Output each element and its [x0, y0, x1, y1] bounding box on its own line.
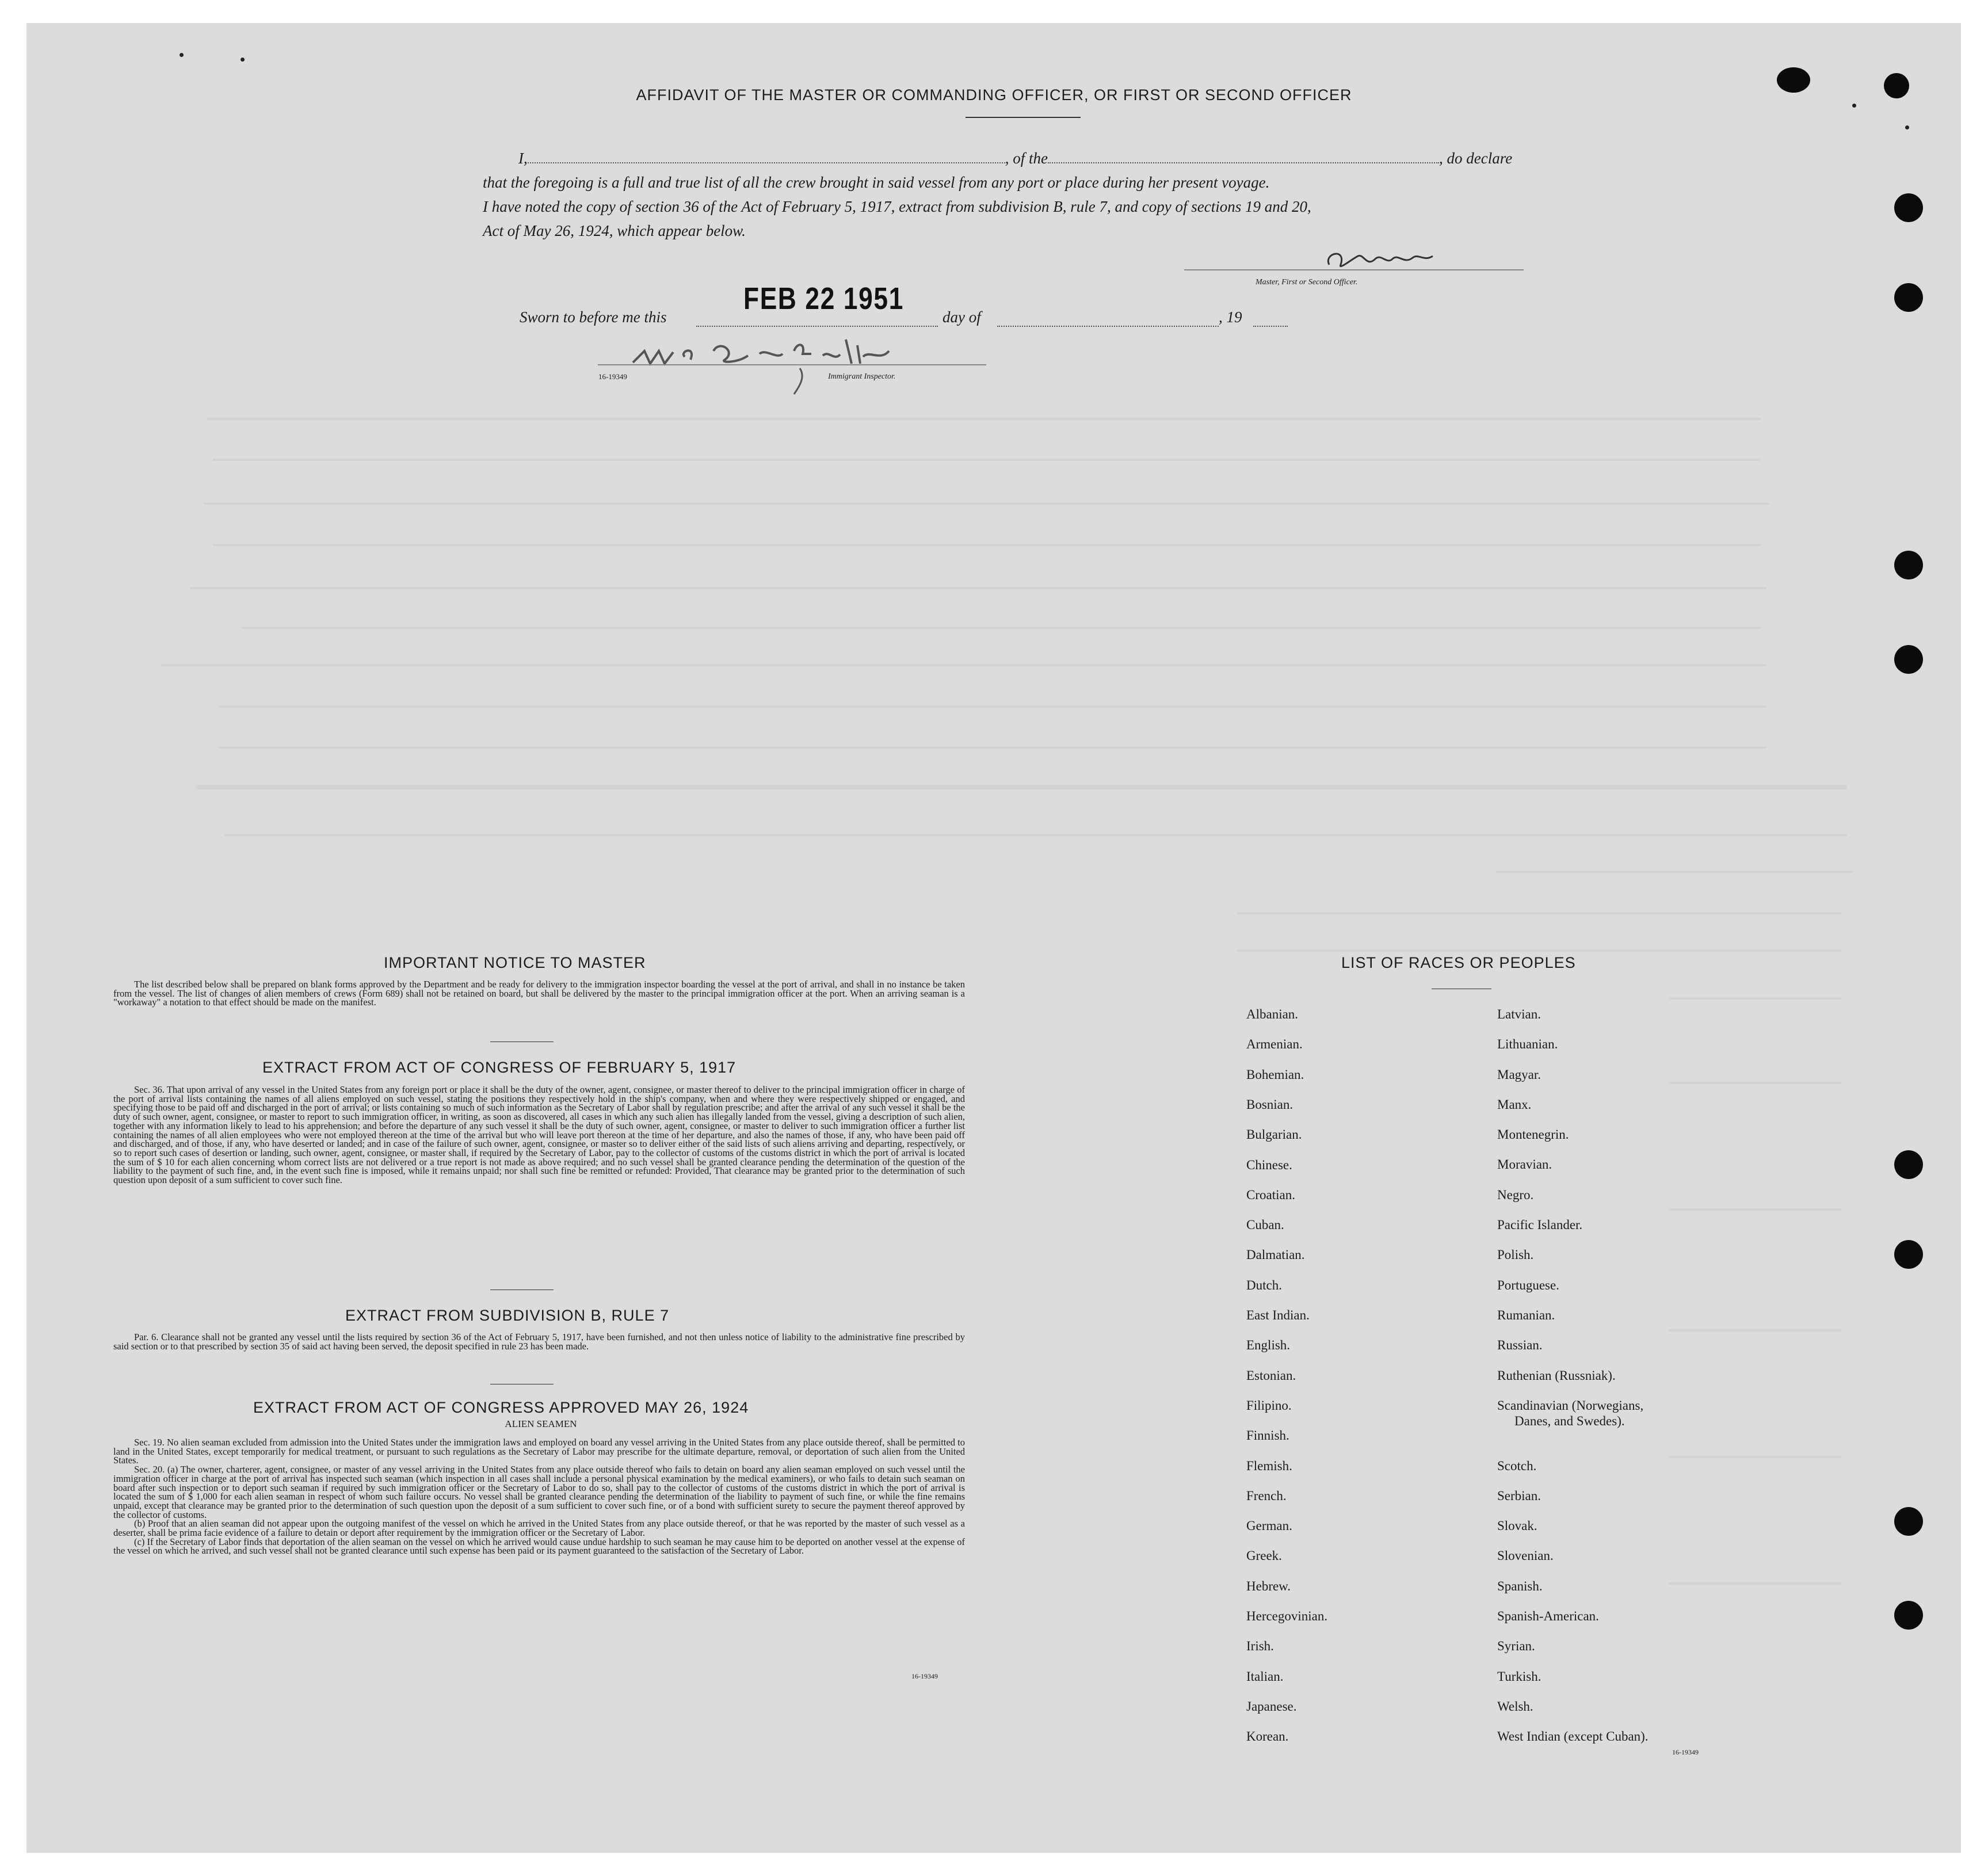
declaration-line-3: I have noted the copy of section 36 of the Act of February 5, 1917, extract from subdivision B, rule 7, and copy of sections 19 and 20, [483, 198, 1311, 215]
race-item: Montenegrin. [1497, 1127, 1569, 1142]
document-sheet [26, 23, 1961, 1853]
speck [1852, 104, 1856, 108]
race-item: Irish. [1246, 1639, 1274, 1653]
punch-hole [1894, 193, 1923, 222]
month-blank [997, 315, 1219, 327]
bleed-row [1237, 949, 1841, 952]
race-item: Latvian. [1497, 1007, 1541, 1021]
race-item: Slovak. [1497, 1519, 1537, 1533]
speck [241, 58, 245, 62]
punch-hole [1894, 645, 1923, 674]
vessel-blank [1048, 152, 1439, 163]
race-item: Chinese. [1246, 1158, 1292, 1172]
race-item: Hercegovinian. [1246, 1609, 1328, 1623]
inspector-signature-line [598, 364, 986, 365]
sworn-label: Sworn to before me this [520, 308, 667, 326]
year-label: , 19 [1219, 308, 1242, 326]
declaration-line-2: that the foregoing is a full and true list of all the crew brought in said vessel from any port or place during her present voyage. [483, 174, 1270, 191]
bleed-row [1669, 1082, 1841, 1084]
race-item: Hebrew. [1246, 1579, 1291, 1593]
declaration-line-4: Act of May 26, 1924, which appear below. [483, 222, 746, 239]
bleed-row [1669, 1208, 1841, 1211]
sec-20b-paragraph: (b) Proof that an alien seaman did not appear upon the outgoing manifest of the vessel on which he arrived in the United States from any place outside thereof, or that he was reported by the master of such vessel as a deserter, shall be prima facie evidence of a failure to detain or deport after requirement by the immigration officer or the Secretary of Labor. [113, 1518, 965, 1539]
i-label: I, [518, 150, 528, 167]
bleed-row [1496, 871, 1853, 873]
race-item: Moravian. [1497, 1157, 1552, 1172]
extract-1917-title: EXTRACT FROM ACT OF CONGRESS OF FEBRUARY 5, 1917 [262, 1059, 737, 1076]
affidavit-form-code: 16-19349 [598, 372, 627, 381]
race-item: Pacific Islander. [1497, 1218, 1583, 1232]
race-item: English. [1246, 1338, 1291, 1352]
sec-20a-paragraph: Sec. 20. (a) The owner, charterer, agent, consignee, or master of any vessel arriving in the United States from any place outside thereof who fails to detain on board any alien seaman employed on such vessel until the immigration officer in charge at the port of arrival has inspected such seaman (which inspection in all cases shall include a personal physical examination by the medical examiners), or who fails to detain such seaman on board after such inspection or to deport such seaman if required by such immigration officer or the Secretary of Labor to do so, shall pay to the collector of customs of the customs district in which the port of arrival is located the sum of $ 1,000 for each alien seaman in respect of whom such failure occurs. No vessel shall be granted clearance pending the determination of the liability to payment of such fine, or while the fine remains unpaid, except that clearance may be granted prior to the determination of such question upon the deposit of a sum sufficient to cover such fine, or of a bond with sufficient surety to secure the payment thereof approved by the collector of customs. [113, 1464, 965, 1520]
race-item: Italian. [1246, 1669, 1284, 1684]
race-item: Syrian. [1497, 1639, 1535, 1653]
race-item: Korean. [1246, 1729, 1289, 1744]
bleed-row [196, 785, 1847, 789]
inspector-caption: Immigrant Inspector. [828, 372, 896, 381]
race-item: Croatian. [1246, 1188, 1295, 1202]
race-item: Danes, and Swedes). [1514, 1414, 1625, 1428]
race-item: Flemish. [1246, 1459, 1292, 1473]
bleed-row [242, 627, 1761, 629]
declare-label: , do declare [1439, 150, 1513, 167]
notice-paragraph: The list described below shall be prepared on blank forms approved by the Department and be ready for delivery to the immigration inspector boarding the vessel at the port of arrival, and shall in no instance be taken from the vessel. The list of changes of alien members of crews (Form 689) shall not be retained on board, but shall be delivered by the master to the principal immigration officer at the port. When an arriving seaman is a "workaway" a notation to that effect should be made on the manifest. [113, 979, 965, 1008]
bleed-row [1669, 1329, 1841, 1332]
race-item: Japanese. [1246, 1699, 1297, 1714]
sworn-blank [696, 315, 938, 327]
race-item: Cuban. [1246, 1218, 1284, 1232]
punch-hole [1894, 1507, 1923, 1536]
race-item: French. [1246, 1489, 1287, 1503]
race-item: Magyar. [1497, 1067, 1541, 1082]
race-item: Polish. [1497, 1248, 1534, 1262]
of-the-label: , of the [1005, 150, 1048, 167]
bleed-row [219, 705, 1766, 708]
sec-20c-paragraph: (c) If the Secretary of Labor finds that deportation of the alien seaman on the vessel on which he arrived would cause undue hardship to such seaman he may cause him to be deported on another vessel at the expense of the vessel on which he arrived, and such vessel shall not be granted clearance until such expense has been paid or its payment guaranteed to the satisfaction of the Secretary of Labor. [113, 1536, 965, 1557]
sec-19-paragraph: Sec. 19. No alien seaman excluded from admission into the United States under the immigration laws and employed on board any vessel arriving in the United States from any place outside thereof, shall be permitted to land in the United States, except temporarily for medical treatment, or pursuant to such regulations as the Secretary of Labor may prescribe for the ultimate departure, removal, or deportation of such alien from the United States. [113, 1437, 965, 1466]
punch-hole [1894, 1150, 1923, 1179]
master-signature-line [1184, 269, 1524, 270]
race-item: Turkish. [1497, 1669, 1541, 1684]
title-rule [966, 117, 1081, 118]
name-blank [528, 152, 1005, 163]
extract-1917-text [113, 1085, 965, 1185]
speck [1905, 125, 1909, 129]
bleed-row [204, 502, 1769, 505]
race-item: Ruthenian (Russniak). [1497, 1368, 1616, 1383]
day-of-label: day of [943, 308, 981, 326]
inspector-signature [627, 328, 926, 403]
bleed-row [161, 664, 1766, 666]
races-form-code: 16-19349 [1672, 1748, 1699, 1756]
race-item: Finnish. [1246, 1428, 1289, 1443]
notice-title: IMPORTANT NOTICE TO MASTER [384, 954, 646, 971]
race-item: Spanish-American. [1497, 1609, 1599, 1623]
bleed-row [1669, 1456, 1841, 1458]
bleed-row [207, 418, 1761, 420]
speck [180, 53, 184, 57]
race-item: Spanish. [1497, 1579, 1543, 1593]
master-signature [1312, 242, 1450, 276]
race-item: Serbian. [1497, 1489, 1541, 1503]
extract-form-code: 16-19349 [911, 1672, 938, 1680]
punch-hole [1894, 1240, 1923, 1269]
par-6-paragraph: Par. 6. Clearance shall not be granted any vessel until the lists required by section 36 of the Act of February 5, 1917, have been furnished, and not then unless notice of liability to the administrative fine prescribed by said section or to that prescribed by section 35 of said act having been served, the deposit specified in rule 23 has been made. [113, 1332, 965, 1352]
subdivision-b-title: EXTRACT FROM SUBDIVISION B, RULE 7 [345, 1307, 670, 1324]
sec-36-paragraph: Sec. 36. That upon arrival of any vessel in the United States from any foreign port or place it shall be the duty of the owner, agent, consignee, or master thereof to deliver to the principal immigration officer in charge of the port of arrival lists containing the names of all aliens employed on such vessel, stating the positions they respectively hold in the ship's company, when and where they were respectively shipped or engaged, and specifying those to be paid off and discharged in the port of arrival; or lists containing so much of such information as the Secretary of Labor shall by regulation prescribe; and after the arrival of any such vessel it shall be the duty of such owner, agent, consignee, or master to report to such immigration officer, in writing, as soon as discovered, all cases in which any such alien has illegally landed from the vessel, giving a description of such alien, together with any information likely to lead to his apprehension; and before the departure of any such vessel it shall be the duty of such owner, agent, consignee, or master to deliver to such immigration officer a further list containing the names of all alien employees who were not employed thereon at the time of the arrival but who will leave port thereon at the time of her departure, and also the names of those, if any, who have been paid off and discharged, and of those, if any, who have deserted or landed; and in case of the failure of such owner, agent, consignee, or master so to deliver either of the said lists of such aliens arriving and departing, respectively, or so to report such cases of desertion or landing, such owner, agent, consignee, or master shall, if required by the Secretary of Labor, pay to the collector of customs of the customs district in which the port of arrival is located the sum of $ 10 for each alien concerning whom correct lists are not delivered or a true report is not made as above required; and no such vessel shall be granted clearance pending the determination of the question of the liability to the payment of such fine, and, in the event such fine is imposed, while it remains unpaid; nor shall such fine be remitted or refunded: Provided, That clearance may be granted prior to the determination of such question upon deposit of a sum sufficient to cover such fine. [113, 1084, 965, 1186]
race-item: Scotch. [1497, 1459, 1537, 1473]
bleed-row [1237, 912, 1841, 914]
race-item: West Indian (except Cuban). [1497, 1729, 1649, 1744]
bleed-row [1669, 997, 1841, 1000]
master-caption: Master, First or Second Officer. [1256, 278, 1358, 287]
punch-hole [1894, 1601, 1923, 1630]
extract-1924-title: EXTRACT FROM ACT OF CONGRESS APPROVED MAY 26, 1924 [253, 1399, 749, 1416]
bleed-row [190, 587, 1766, 589]
race-item: Dutch. [1246, 1278, 1282, 1292]
race-item: Lithuanian. [1497, 1037, 1558, 1051]
declaration-line-1 [518, 150, 1563, 167]
race-item: Russian. [1497, 1338, 1543, 1352]
races-title: LIST OF RACES OR PEOPLES [1341, 954, 1576, 971]
date-stamp: FEB 22 1951 [743, 281, 904, 316]
race-item: Armenian. [1246, 1037, 1303, 1051]
race-item: Welsh. [1497, 1699, 1533, 1714]
race-item: Filipino. [1246, 1398, 1292, 1413]
bleed-row [1669, 1582, 1841, 1585]
affidavit-title: AFFIDAVIT OF THE MASTER OR COMMANDING OFFICER, OR FIRST OR SECOND OFFICER [636, 86, 1352, 104]
race-item: East Indian. [1246, 1308, 1310, 1322]
race-item: Scandinavian (Norwegians, [1497, 1398, 1644, 1413]
race-item: Bosnian. [1246, 1097, 1293, 1112]
race-item: Slovenian. [1497, 1548, 1554, 1563]
race-item: Albanian. [1246, 1007, 1299, 1021]
race-item: Greek. [1246, 1548, 1282, 1563]
punch-hole [1894, 283, 1923, 312]
punch-hole [1894, 551, 1923, 579]
bleed-row [213, 459, 1761, 461]
race-item: German. [1246, 1519, 1292, 1533]
alien-seamen-subtitle: ALIEN SEAMEN [505, 1418, 577, 1429]
race-item: Dalmatian. [1246, 1248, 1305, 1262]
race-item: Rumanian. [1497, 1308, 1555, 1322]
race-item: Bulgarian. [1246, 1127, 1302, 1142]
bleed-row [213, 544, 1761, 546]
bleed-row [224, 834, 1847, 836]
year-blank [1253, 315, 1288, 327]
race-item: Portuguese. [1497, 1278, 1559, 1292]
subdivision-b-text [113, 1333, 965, 1351]
bleed-row [219, 746, 1766, 749]
race-item: Estonian. [1246, 1368, 1296, 1383]
notice-text [113, 980, 965, 1007]
race-item: Manx. [1497, 1097, 1532, 1112]
extract-1924-text [113, 1438, 965, 1555]
race-item: Bohemian. [1246, 1067, 1304, 1082]
race-item: Negro. [1497, 1188, 1534, 1202]
